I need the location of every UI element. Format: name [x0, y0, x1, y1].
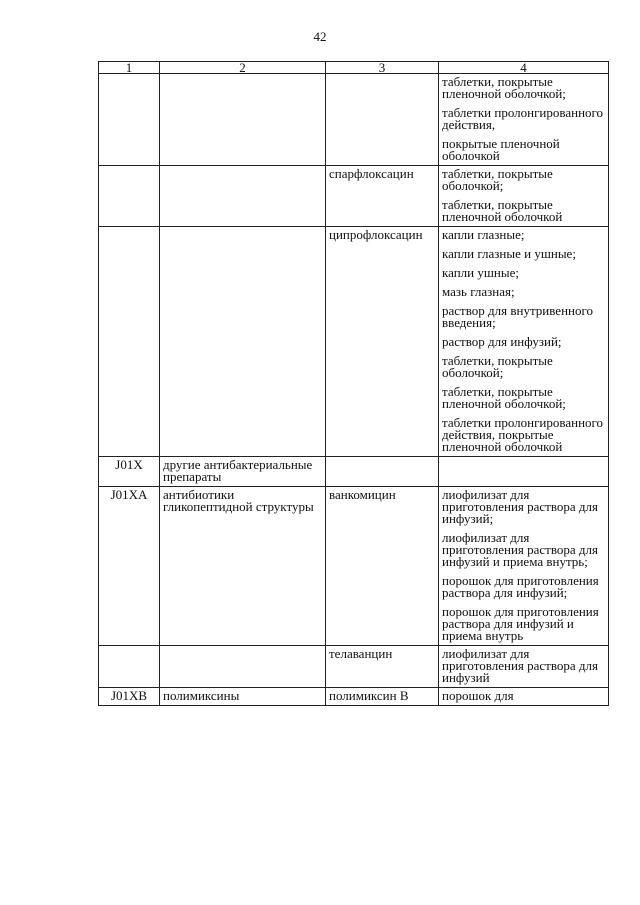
- dosage-form-item: таблетки пролонгированного действия, покрытые пленочной оболочкой: [442, 415, 604, 454]
- atc-code-cell: [99, 227, 160, 457]
- drug-name-cell: ципрофлоксацин: [326, 227, 439, 457]
- dosage-form-item: раствор для инфузий;: [442, 334, 562, 349]
- page-number: 42: [313, 29, 327, 44]
- dosage-form-item: порошок для: [442, 688, 514, 703]
- dosage-forms-cell: [439, 227, 609, 457]
- dosage-form-item: таблетки пролонгированного действия,: [442, 105, 604, 132]
- dosage-form-item: порошок для приготовления раствора для инфузий;: [442, 573, 599, 600]
- dosage-forms-cell: [439, 457, 609, 487]
- dosage-form-item: таблетки, покрытые пленочной оболочкой: [442, 197, 563, 224]
- dosage-form-item: лиофилизат для приготовления раствора для инфузий и приема внутрь;: [442, 530, 598, 569]
- dosage-form-item: таблетки, покрытые оболочкой;: [442, 166, 553, 193]
- atc-code-cell: [99, 646, 160, 688]
- atc-code-cell: J01XB: [99, 688, 160, 706]
- pharmacological-group-cell: другие антибактериальные препараты: [160, 457, 326, 487]
- table-row: [99, 487, 609, 646]
- column-header-1: 1: [99, 62, 160, 74]
- dosage-form-item: мазь глазная;: [442, 284, 515, 299]
- table-body: [99, 74, 609, 706]
- table-row: [99, 166, 609, 227]
- table-row: [99, 646, 609, 688]
- header-row: [99, 62, 609, 74]
- column-header-3: 3: [326, 62, 439, 74]
- column-header-4: 4: [439, 62, 609, 74]
- dosage-form-item: таблетки, покрытые пленочной оболочкой;: [442, 74, 566, 101]
- dosage-form-item: лиофилизат для приготовления раствора для инфузий: [442, 646, 598, 685]
- drug-name-cell: [326, 74, 439, 166]
- drug-name-cell: телаванцин: [326, 646, 439, 688]
- pharmacological-group-cell: [160, 646, 326, 688]
- atc-code-cell: J01XA: [99, 487, 160, 646]
- dosage-form-item: капли глазные;: [442, 227, 525, 242]
- dosage-form-item: порошок для приготовления раствора для инфузий и приема внутрь: [442, 604, 599, 643]
- dosage-forms-cell: [439, 487, 609, 646]
- drug-table: [98, 61, 609, 706]
- column-header-2: 2: [160, 62, 326, 74]
- pharmacological-group-cell: [160, 166, 326, 227]
- dosage-forms-cell: [439, 74, 609, 166]
- atc-code-cell: [99, 166, 160, 227]
- table-row: [99, 227, 609, 457]
- table-header: [99, 62, 609, 74]
- pharmacological-group-cell: полимиксины: [160, 688, 326, 706]
- table-row: [99, 688, 609, 706]
- dosage-forms-cell: [439, 646, 609, 688]
- dosage-form-item: капли глазные и ушные;: [442, 246, 576, 261]
- pharmacological-group-cell: [160, 74, 326, 166]
- atc-code-cell: J01X: [99, 457, 160, 487]
- table-row: [99, 457, 609, 487]
- dosage-forms-cell: [439, 166, 609, 227]
- drug-name-cell: спарфлоксацин: [326, 166, 439, 227]
- drug-name-cell: полимиксин В: [326, 688, 439, 706]
- dosage-form-item: таблетки, покрытые оболочкой;: [442, 353, 553, 380]
- dosage-form-item: лиофилизат для приготовления раствора для инфузий;: [442, 487, 598, 526]
- dosage-form-item: раствор для внутривенного введения;: [442, 303, 593, 330]
- dosage-forms-cell: [439, 688, 609, 706]
- drug-name-cell: ванкомицин: [326, 487, 439, 646]
- drug-name-cell: [326, 457, 439, 487]
- pharmacological-group-cell: антибиотики гликопептидной структуры: [160, 487, 326, 646]
- atc-code-cell: [99, 74, 160, 166]
- dosage-form-item: таблетки, покрытые пленочной оболочкой;: [442, 384, 566, 411]
- table-row: [99, 74, 609, 166]
- dosage-form-item: капли ушные;: [442, 265, 519, 280]
- pharmacological-group-cell: [160, 227, 326, 457]
- dosage-form-item: покрытые пленочной оболочкой: [442, 136, 560, 163]
